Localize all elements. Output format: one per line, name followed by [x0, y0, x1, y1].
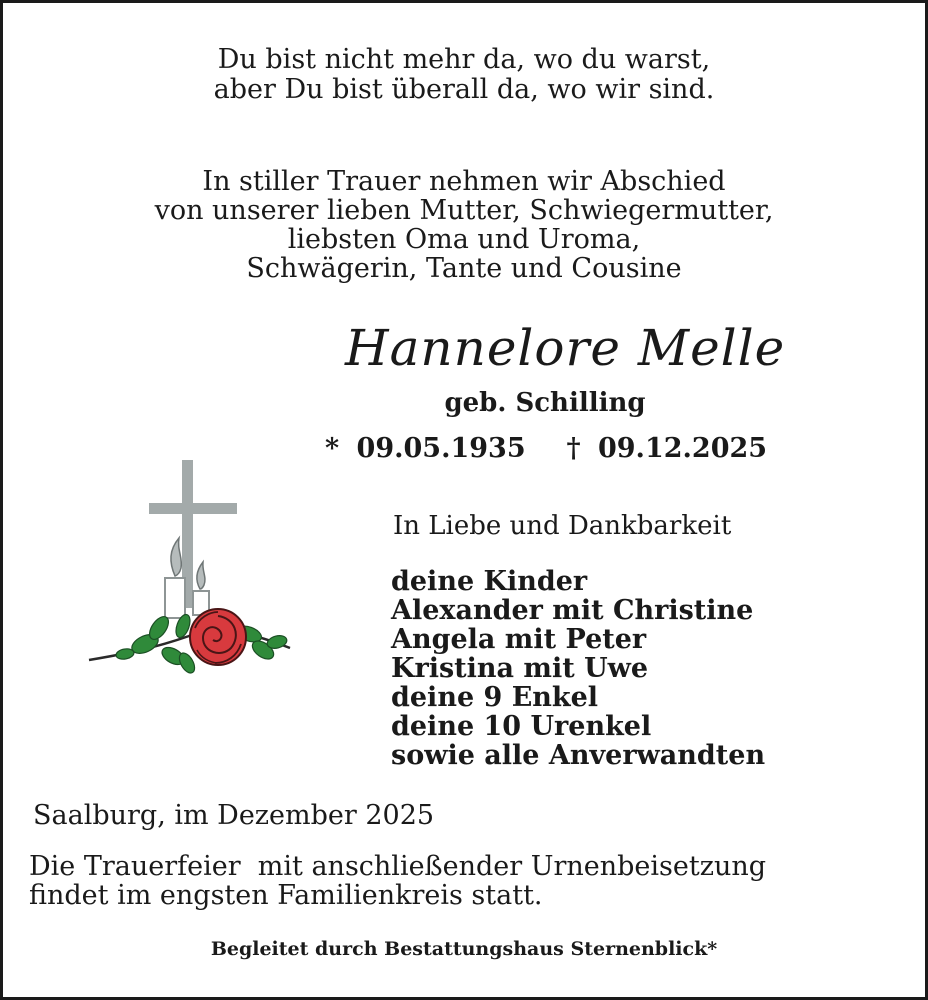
family-member: deine 10 Urenkel — [391, 711, 652, 742]
family-list — [391, 567, 765, 770]
birth-date: 09.05.1935 — [356, 433, 526, 464]
rose-icon — [190, 609, 246, 665]
funeral-home-credit: Begleitet durch Bestattungshaus Sternenblick* — [210, 938, 718, 960]
intro-text — [0, 167, 928, 283]
funeral-line: Die Trauerfeier mit anschließender Urnenbeisetzung — [29, 851, 767, 882]
death-symbol: † — [566, 433, 581, 464]
maiden-name: geb. Schilling — [444, 388, 646, 418]
family-member: Kristina mit Uwe — [391, 653, 649, 684]
funeral-notice — [29, 852, 766, 910]
deceased-name: Hannelore Melle — [345, 319, 786, 377]
family-member: deine Kinder — [391, 566, 588, 597]
funeral-line: findet im engsten Familienkreis statt. — [29, 880, 543, 911]
gratitude-line: In Liebe und Dankbarkeit — [393, 511, 732, 541]
verse — [0, 45, 928, 105]
place-date: Saalburg, im Dezember 2025 — [33, 800, 435, 831]
intro-line: In stiller Trauer nehmen wir Abschied — [202, 166, 726, 197]
family-member: sowie alle Anverwandten — [391, 740, 766, 771]
birth-symbol: * — [325, 433, 340, 464]
death-date: 09.12.2025 — [597, 433, 768, 464]
family-member: deine 9 Enkel — [391, 682, 599, 713]
verse-line: Du bist nicht mehr da, wo du warst, — [217, 44, 711, 75]
cross-candle-rose-graphic — [85, 458, 295, 683]
life-dates — [325, 433, 767, 464]
cross-icon — [149, 460, 237, 608]
intro-line: Schwägerin, Tante und Cousine — [246, 253, 682, 284]
intro-line: liebsten Oma und Uroma, — [287, 224, 641, 255]
family-member: Angela mit Peter — [391, 624, 647, 655]
intro-line: von unserer lieben Mutter, Schwiegermutter, — [154, 195, 774, 226]
family-member: Alexander mit Christine — [391, 595, 754, 626]
verse-line: aber Du bist überall da, wo wir sind. — [213, 74, 715, 105]
